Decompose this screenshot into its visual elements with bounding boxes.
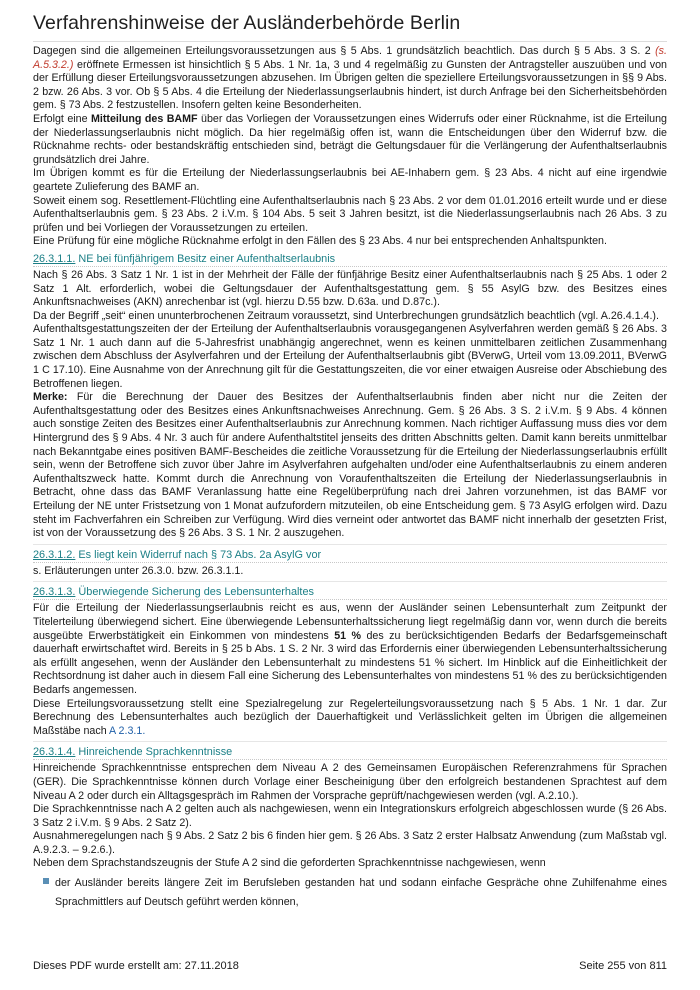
paragraph: Dagegen sind die allgemeinen Erteilungsvoraussetzungen aus § 5 Abs. 1 grundsätzlich beachtlich. Das durch § 5 Abs. 3 S. 2 (s. A.5.3.2.) eröffnete Ermessen ist hinsichtlich § 5 Abs. 1 Nr. 1a, 3 und 4 regelmäßig zu Gunsten der Antragsteller auszuüben und von der Erfüllung dieser Erteilungsvoraussetzungen abzusehen. Im Übrigen gelten die speziellere Erteilungsvoraussetzungen in §§ 9 Abs. 2 bzw. 26 Abs. 3 vor. Ob § 5 Abs. 4 die Erteilung der Niederlassungserlaubnis hindert, ist durch Anfrage bei den Sicherheitsbehörden gem. § 73 Abs. 2 festzustellen. Insofern gelten keine Besonderheiten. bbox=[33, 45, 667, 112]
page-footer bbox=[33, 960, 667, 972]
paragraph: Nach § 26 Abs. 3 Satz 1 Nr. 1 ist in der Mehrheit der Fälle der fünfjährige Besitz einer Aufenthaltserlaubnis nach § 25 Abs. 1 oder 2 Satz 1 Alt. erforderlich, wobei die Geltungsdauer der Aufenthaltsgestattung gem. § 55 AsylG bzw. des Besitzes eines Ankunftsnachweises (AKN) anrechenbar ist (vgl. hierzu D.55 bzw. D.63a. und D.87c.). bbox=[33, 268, 667, 309]
section-body bbox=[33, 600, 667, 742]
cross-reference-link[interactable]: (s. A.5.3.2.) bbox=[33, 45, 667, 71]
section-number[interactable]: 26.3.1.1. bbox=[33, 252, 76, 265]
section-heading-26-3-1-3[interactable] bbox=[33, 586, 667, 600]
square-bullet-icon bbox=[43, 878, 49, 884]
section-number[interactable]: 26.3.1.4. bbox=[33, 746, 76, 759]
paragraph: Für die Erteilung der Niederlassungserlaubnis reicht es aus, wenn der Ausländer seinen Lebensunterhalt zum Zeitpunkt der Titelerteilung überwiegend sichert. Eine überwiegende Lebensunterhaltssicherung liegt regelmäßig dann vor, wenn durch die bereits ausgeübte Erwerbstätigkeit ein Einkommen von mindestens 51 % des zu berücksichtigenden Bedarfs der Bedarfsgemeinschaft dauerhaft erwirtschaftet wird. Bereits in § 25 b Abs. 1 S. 2 Nr. 3 wird das Erfordernis einer überwiegenden Lebensunterhaltssicherung als erfüllt angesehen, wenn der Ausländer den Lebensunterhalt zu mindestens 51 % sichert. Im Hinblick auf die Einheitlichkeit der Rechtsordnung ist daher auch in diesem Fall eine Sicherung des Lebensunterhaltes von mindestens 51 % des zu berücksichtigenden Bedarfs angemessen. bbox=[33, 602, 667, 696]
paragraph: Neben dem Sprachstandszeugnis der Stufe A 2 sind die geforderten Sprachkenntnisse nachgewiesen, wenn bbox=[33, 857, 546, 870]
paragraph: Eine Prüfung für eine mögliche Rücknahme erfolgt in den Fällen des § 23 Abs. 4 nur bei entsprechenden Anhaltspunkten. bbox=[33, 235, 607, 248]
footer-page-number: Seite 255 von 811 bbox=[579, 960, 667, 972]
section-number[interactable]: 26.3.1.2. bbox=[33, 548, 76, 561]
paragraph: Die Sprachkenntnisse nach A 2 gelten auch als nachgewiesen, wenn ein Integrationskurs erfolgreich abgeschlossen wurde (§ 26 Abs. 3 Satz 2 i.V.m. § 9 Abs. 2 Satz 2). bbox=[33, 803, 667, 829]
paragraph: Merke: Für die Berechnung der Dauer des Besitzes der Aufenthaltserlaubnis finden aber nicht nur die Zeiten der Aufenthaltsgestattung oder des Besitzes eines Ankunftsnachweises Anrechnung. Gem. § 26 Abs. 3 S. 2 i.V.m. § 9 Abs. 4 können auch sonstige Zeiten des Besitzes einer Aufenthaltserlaubnis zur Anrechnung kommen. Nach richtiger Auffassung muss dies vor dem Hintergrund des § 9 Abs. 4 Nr. 3 auch für andere Aufenthaltstitel jenseits des dritten Abschnitts gelten. Damit kann bereits unmittelbar nach Bekanntgabe eines positiven BAMF-Bescheides die zeitliche Voraussetzung für die Erteilung der Niederlassungserlaubnis erfüllt sein, wenn der Betroffene sich zuvor über Jahre im Asylverfahren aufgehalten und/oder eine Aufenthaltserlaubnis zu einem anderen Aufenthaltszweck hatte. Kommt durch die Anrechnung von Voraufenthaltszeiten die Erteilung der Niederlassungserlaubnis in Betracht, ohne dass das BAMF Veranlassung hatte eine Regelüberprüfung nach drei Jahren vorzunehmen, ist das BAMF vor Erteilung der NE unter Fristsetzung von 1 Monat aufzufordern mitzuteilen, ob eine Entscheidung gem. § 73 AsylG erfolgen wird. Dazu steht im Fachverfahren ein Schreiben zur Verfügung. Wird dies verneint oder antwortet das BAMF nicht innerhalb der gesetzten Frist, ist von der Voraussetzung des § 26 Abs. 3 S. 1 Nr. 2 auszugehen. bbox=[33, 391, 667, 540]
section-heading-26-3-1-4[interactable] bbox=[33, 746, 667, 760]
merke-label: Merke: bbox=[33, 391, 68, 404]
section-heading-26-3-1-2[interactable] bbox=[33, 549, 667, 563]
section-title: Überwiegende Sicherung des Lebensunterhaltes bbox=[78, 586, 314, 599]
paragraph: Ausnahmeregelungen nach § 9 Abs. 2 Satz 2 bis 6 finden hier gem. § 26 Abs. 3 Satz 2 erster Halbsatz Anwendung (zum Maßstab vgl. A.9.2.3. – 9.2.6.). bbox=[33, 830, 667, 856]
section-body bbox=[33, 563, 667, 583]
paragraph: s. Erläuterungen unter 26.3.0. bzw. 26.3.1.1. bbox=[33, 564, 244, 577]
section-body bbox=[33, 760, 667, 912]
paragraph: Diese Erteilungsvoraussetzung stellt eine Spezialregelung zur Regelerteilungsvoraussetzung nach § 5 Abs. 1 Nr. 1 dar. Zur Berechnung des Lebensunterhaltes auch bezüglich der Dauerhaftigkeit und Verlässlichkeit gelten im Übrigen die allgemeinen Maßstäbe nach A 2.3.1. bbox=[33, 697, 667, 737]
section-title: Es liegt kein Widerruf nach § 73 Abs. 2a AsylG vor bbox=[78, 548, 322, 561]
document-page bbox=[33, 0, 667, 912]
cross-reference-link[interactable]: A 2.3.1. bbox=[109, 724, 146, 737]
paragraph: Aufenthaltsgestattungszeiten der der Erteilung der Aufenthaltserlaubnis vorausgegangenen Asylverfahren werden gemäß § 26 Abs. 3 Satz 1 Nr. 1 auch dann auf die 5-Jahresfrist unabhängig angerechnet, wenn es keinen unmittelbaren zeitlichen Zusammenhang zwischen dem Abschluss der Asylverfahren und der Erteilung der Aufenthaltserlaubnis gibt (BVerwG, Urteil vom 13.09.2011, BVerwG 1 C 17.10). Eine Ausnahme von der Anrechnung gilt für die Gestattungszeiten, die vor einer etwaigen Ausreise oder Abschiebung des Betroffenen liegen. bbox=[33, 323, 667, 390]
list-item bbox=[33, 874, 667, 912]
section-body bbox=[33, 267, 667, 545]
section-title: NE bei fünfjährigem Besitz einer Aufenthaltserlaubnis bbox=[78, 252, 336, 265]
paragraph: Erfolgt eine Mitteilung des BAMF über das Vorliegen der Voraussetzungen eines Widerrufs oder einer Rücknahme, ist die Erteilung der Niederlassungserlaubnis nicht möglich. Da hier regelmäßig offen ist, wann die Entscheidungen über den Widerruf bzw. die Rücknahme rechts- oder bestandskräftig entschieden sind, beträgt die Geltungsdauer für die Verlängerung der Aufenthaltserlaubnis grundsätzlich drei Jahre. bbox=[33, 112, 667, 166]
section-title: Hinreichende Sprachkenntnisse bbox=[78, 746, 233, 759]
section-number[interactable]: 26.3.1.3. bbox=[33, 586, 76, 599]
paragraph: Da der Begriff „seit“ einen ununterbrochenen Zeitraum voraussetzt, sind Unterbrechungen grundsätzlich beachtlich (vgl. A.26.4.1.4.). bbox=[33, 309, 659, 322]
paragraph: Im Übrigen kommt es für die Erteilung der Niederlassungserlaubnis bei AE-Inhabern gem. § 23 Abs. 4 nicht auf eine irgendwie geartete Zulieferung des BAMF an. bbox=[33, 167, 667, 193]
paragraph: Hinreichende Sprachkenntnisse entsprechen dem Niveau A 2 des Gemeinsamen Europäischen Referenzrahmens für Sprachen (GER). Die Sprachkenntnisse können durch Vorlage einer Bescheinigung über den erfolgreich bestandenen Sprachtest auf dem Niveau A 2 oder durch ein Alltagsgespräch im Rahmen der Vorsprache geprüft/nachgewiesen werden (vgl. A.2.10.). bbox=[33, 762, 667, 802]
section-heading-26-3-1-1[interactable] bbox=[33, 253, 667, 267]
page-title: Verfahrenshinweise der Ausländerbehörde Berlin bbox=[33, 12, 667, 42]
footer-created-date: Dieses PDF wurde erstellt am: 27.11.2018 bbox=[33, 960, 239, 972]
paragraph: Soweit einem sog. Resettlement-Flüchtling eine Aufenthaltserlaubnis nach § 23 Abs. 2 vor dem 01.01.2016 erteilt wurde und er diese Aufenthaltserlaubnis gem. § 23 Abs. 2 i.V.m. § 104 Abs. 5 seit 3 Jahren besitzt, ist die Niederlassungserlaubnis nach 26 Abs. 3 zu prüfen und bei Vorliegen der Voraussetzungen zu erteilen. bbox=[33, 194, 667, 234]
intro-block bbox=[33, 45, 667, 249]
list-item-text: der Ausländer bereits längere Zeit im Berufsleben gestanden hat und sodann einfache Gespräche ohne Zuhilfenahme eines Sprachmittlers auf Deutsch geführt werden können, bbox=[55, 877, 667, 909]
